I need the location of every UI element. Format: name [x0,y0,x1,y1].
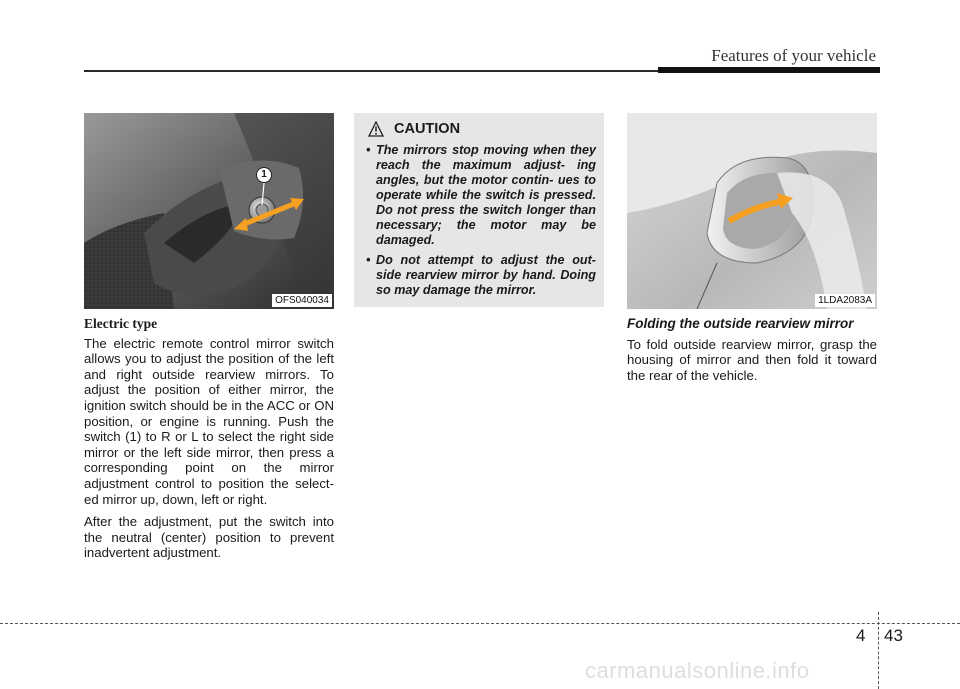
caution-box [354,113,604,307]
caution-item: • The mirrors stop moving when they reach the maximum adjust- ing angles, but the motor contin- ues to operate while the switch is pressed. Do not press the switch longer than necessary; the motor may be damaged. [366,143,596,248]
caution-title: CAUTION [394,121,461,137]
page-number: 43 [884,626,903,645]
door-switch-figure [84,113,334,309]
section-title: Features of your vehicle [711,46,876,65]
warning-triangle-icon [368,121,384,137]
figure-code: 1LDA2083A [815,294,875,307]
left-column [84,316,334,568]
subheading-electric-type: Electric type [84,316,158,331]
footer-rule [0,623,960,624]
footer-divider [878,612,879,689]
caution-list [366,143,596,303]
right-column [627,316,877,390]
header-rule-accent [658,67,880,73]
door-switch-illustration [84,113,334,309]
paragraph: After the adjustment, put the switch into the neutral (center) position to prevent inadvertent adjustment. [84,514,334,561]
subheading-folding-mirror: Folding the outside rearview mirror [627,316,854,331]
caution-header [368,121,460,137]
paragraph: The electric remote control mirror switch allows you to adjust the position of the left and right outside rearview mirrors. To adjust the position of either mirror, the ignition switch should be in the ACC or ON position, or engine is running. Push the switch (1) to R or L to select the right side mirror or the left side mirror, then press a corresponding point on the mirror adjustment control to position the select- ed mirror up, down, left or right. [84,335,334,507]
caution-item: • Do not attempt to adjust the out- side rearview mirror by hand. Doing so may damage the mirror. [366,253,596,298]
folding-mirror-figure [627,113,877,309]
folding-mirror-illustration [627,113,877,309]
figure-code: OFS040034 [272,294,332,307]
chapter-number: 4 [856,626,866,645]
watermark: carmanualsonline.info [585,658,810,683]
paragraph: To fold outside rearview mirror, grasp the housing of mirror and then fold it toward the rear of the vehicle. [627,336,877,383]
callout-number-1: 1 [256,167,272,183]
